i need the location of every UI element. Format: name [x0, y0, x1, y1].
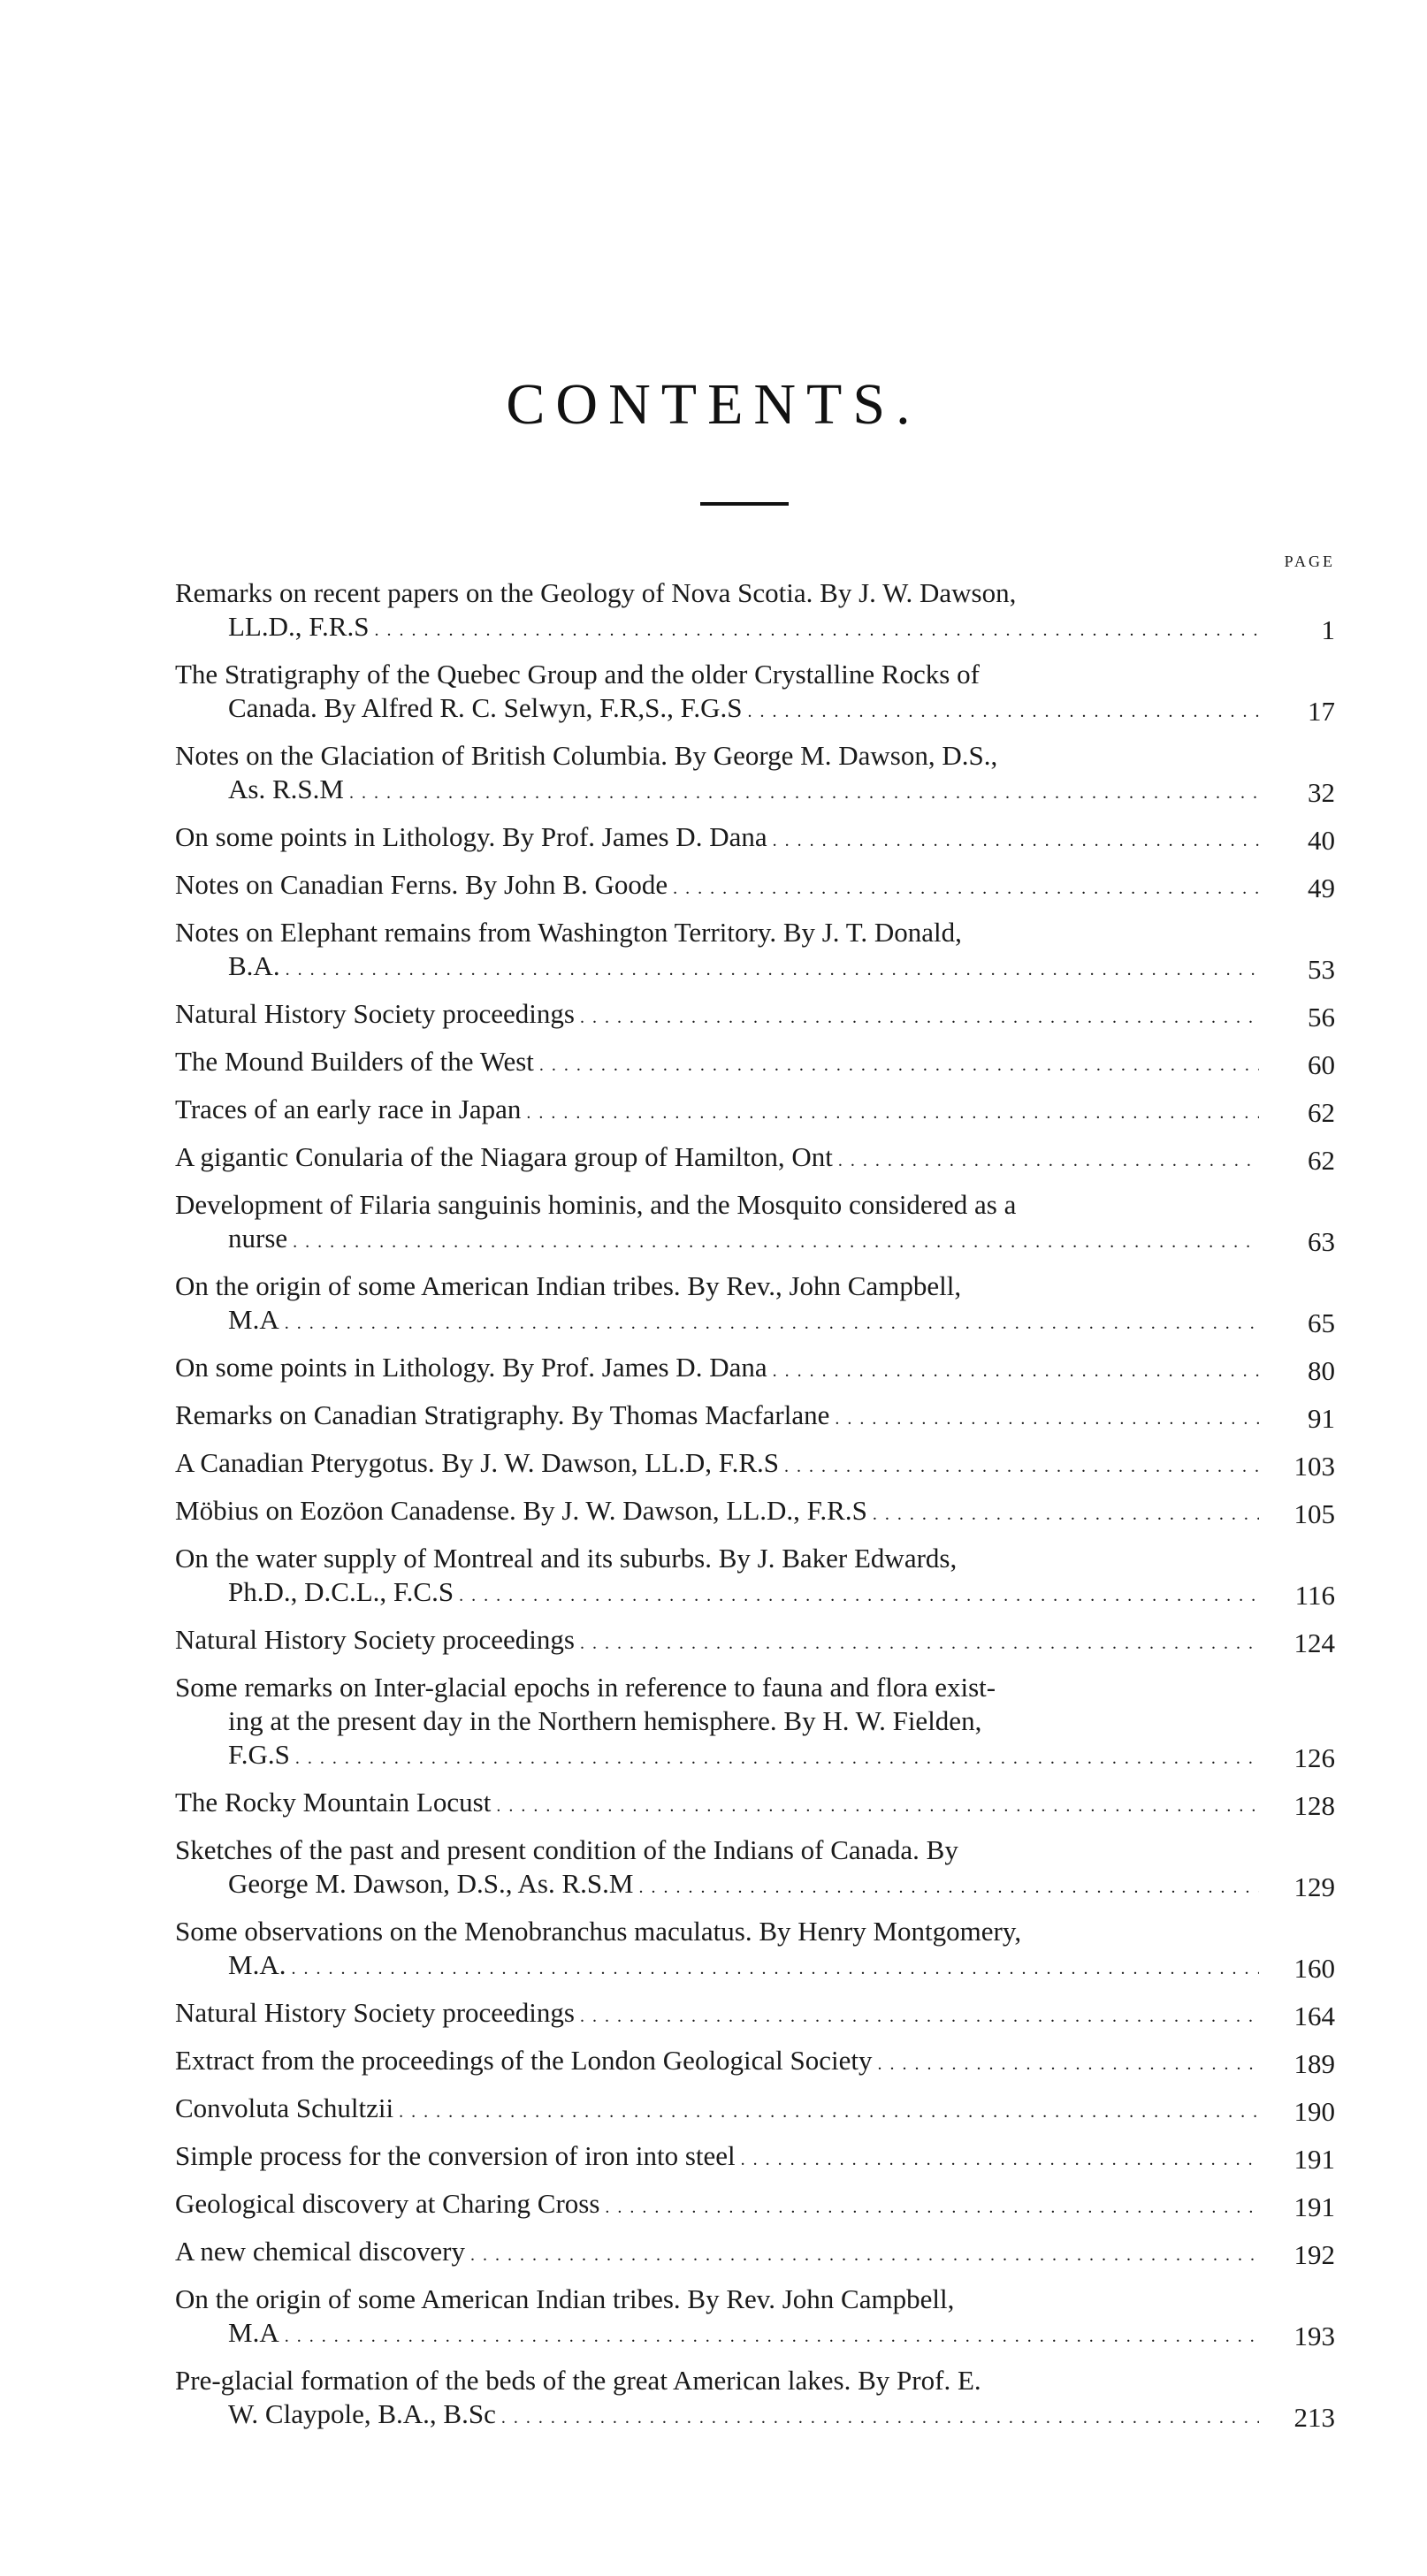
toc-page-number: 192 — [1293, 2239, 1335, 2270]
toc-entry — [175, 1996, 1335, 2033]
toc-entry-line — [175, 949, 1264, 987]
contents-list — [175, 576, 1335, 2445]
toc-entry-line — [175, 1399, 1264, 1436]
dot-leader — [748, 691, 1260, 728]
toc-entry-line — [175, 2235, 1264, 2272]
toc-entry-text: Remarks on Canadian Stratigraphy. By Thomas Macfarlane — [175, 1399, 830, 1430]
toc-page-number: 164 — [1293, 2001, 1335, 2031]
toc-entry — [175, 1188, 1335, 1259]
dot-leader — [285, 2316, 1259, 2353]
toc-entry — [175, 2364, 1335, 2435]
toc-entry-line — [175, 691, 1264, 728]
toc-page-number: 63 — [1308, 1226, 1335, 1257]
toc-page-number: 62 — [1308, 1145, 1335, 1176]
toc-entry — [175, 2283, 1335, 2353]
toc-page-number: 1 — [1321, 614, 1335, 645]
toc-entry-text: The Mound Builders of the West — [175, 1046, 534, 1077]
page-column-header: PAGE — [1284, 553, 1335, 570]
toc-entry-text: A new chemical discovery — [175, 2236, 465, 2267]
dot-leader — [374, 610, 1259, 647]
toc-page-number: 213 — [1293, 2402, 1335, 2433]
toc-page-number: 190 — [1293, 2096, 1335, 2127]
dot-leader — [580, 1996, 1259, 2033]
dot-leader — [873, 1494, 1259, 1531]
toc-entry-text: Canada. By Alfred R. C. Selwyn, F.R,S., F.G.S — [228, 692, 743, 723]
toc-page-number: 62 — [1308, 1097, 1335, 1128]
toc-entry-line — [175, 1623, 1264, 1660]
toc-entry-text: W. Claypole, B.A., B.Sc — [228, 2398, 496, 2429]
dot-leader — [580, 997, 1259, 1034]
toc-page-number: 105 — [1293, 1498, 1335, 1529]
toc-entry-line: Notes on Elephant remains from Washington Territory. By J. T. Donald, — [175, 917, 962, 948]
toc-entry — [175, 1446, 1335, 1483]
toc-entry-text: Ph.D., D.C.L., F.C.S — [228, 1576, 454, 1607]
toc-page-number: 17 — [1308, 696, 1335, 727]
toc-entry-text: LL.D., F.R.S — [228, 611, 370, 642]
toc-entry-text: On some points in Lithology. By Prof. James D. Dana — [175, 1352, 767, 1383]
toc-page-number: 103 — [1293, 1451, 1335, 1482]
toc-entry — [175, 2044, 1335, 2081]
dot-leader — [496, 1786, 1259, 1823]
toc-entry-line: Sketches of the past and present condition of the Indians of Canada. By — [175, 1834, 958, 1865]
toc-entry-text: A gigantic Conularia of the Niagara group of Hamilton, Ont — [175, 1141, 833, 1172]
toc-page-number: 129 — [1293, 1871, 1335, 1902]
dot-leader — [399, 2092, 1259, 2129]
dot-leader — [638, 1867, 1259, 1904]
dot-leader — [349, 773, 1259, 810]
dot-leader — [741, 2139, 1259, 2176]
toc-entry-line — [175, 820, 1264, 857]
toc-entry-text: Convoluta Schultzii — [175, 2092, 394, 2123]
toc-entry — [175, 2187, 1335, 2224]
toc-entry-text: Natural History Society proceedings — [175, 1624, 575, 1655]
toc-entry-text: A Canadian Pterygotus. By J. W. Dawson, LL.D, F.R.S — [175, 1447, 779, 1478]
toc-page-number: 60 — [1308, 1049, 1335, 1080]
dot-leader — [459, 1575, 1259, 1612]
toc-page-number: 49 — [1308, 873, 1335, 903]
dot-leader — [295, 1738, 1259, 1775]
toc-page-number: 128 — [1293, 1790, 1335, 1821]
toc-page-number: 193 — [1293, 2321, 1335, 2351]
dot-leader — [470, 2235, 1259, 2272]
toc-entry — [175, 1623, 1335, 1660]
toc-entry-text: George M. Dawson, D.S., As. R.S.M — [228, 1868, 634, 1899]
dot-leader — [539, 1045, 1259, 1082]
toc-entry-line — [175, 1738, 1264, 1775]
toc-entry — [175, 1494, 1335, 1531]
toc-entry — [175, 1399, 1335, 1436]
toc-page-number: 160 — [1293, 1953, 1335, 1984]
toc-entry-line — [175, 2044, 1264, 2081]
toc-entry-line: Remarks on recent papers on the Geology of Nova Scotia. By J. W. Dawson, — [175, 577, 1017, 608]
toc-entry-line — [175, 1303, 1264, 1340]
toc-entry-text: M.A — [228, 2317, 279, 2348]
dot-leader — [286, 949, 1259, 987]
toc-entry — [175, 1542, 1335, 1612]
toc-entry-line — [175, 2092, 1264, 2129]
toc-entry-line — [175, 1575, 1264, 1612]
toc-entry-line — [175, 868, 1264, 905]
toc-entry-text: As. R.S.M — [228, 774, 344, 804]
toc-entry — [175, 997, 1335, 1034]
toc-page-number: 56 — [1308, 1002, 1335, 1033]
toc-entry-text: F.G.S — [228, 1739, 290, 1770]
toc-page-number: 80 — [1308, 1355, 1335, 1386]
toc-entry-line — [175, 2187, 1264, 2224]
toc-entry-text: M.A. — [228, 1949, 286, 1980]
toc-entry-text: The Rocky Mountain Locust — [175, 1787, 492, 1818]
toc-entry-text: Traces of an early race in Japan — [175, 1094, 522, 1124]
toc-entry — [175, 1045, 1335, 1082]
toc-entry-line — [175, 1948, 1264, 1985]
toc-entry — [175, 1140, 1335, 1177]
dot-leader — [580, 1623, 1259, 1660]
dot-leader — [673, 868, 1259, 905]
toc-entry-line — [175, 2139, 1264, 2176]
toc-entry-text: Notes on Canadian Ferns. By John B. Goode — [175, 869, 668, 900]
toc-entry-text: nurse — [228, 1223, 288, 1254]
toc-entry-text: Möbius on Eozöon Canadense. By J. W. Dawson, LL.D., F.R.S — [175, 1495, 867, 1526]
toc-entry-line — [175, 1093, 1264, 1130]
toc-entry-text: Natural History Society proceedings — [175, 998, 575, 1029]
toc-entry — [175, 2139, 1335, 2176]
toc-page-number: 191 — [1293, 2144, 1335, 2175]
toc-page-number: 124 — [1293, 1627, 1335, 1658]
toc-entry-line — [175, 1140, 1264, 1177]
toc-entry — [175, 1786, 1335, 1823]
toc-entry-line: On the origin of some American Indian tribes. By Rev. John Campbell, — [175, 2283, 955, 2314]
toc-entry-line: ing at the present day in the Northern hemisphere. By H. W. Fielden, — [228, 1705, 982, 1736]
toc-entry-text: Extract from the proceedings of the London Geological Society — [175, 2045, 873, 2076]
toc-entry-line — [175, 2397, 1264, 2435]
toc-entry-line — [175, 1222, 1264, 1259]
toc-page-number: 32 — [1308, 777, 1335, 808]
toc-entry — [175, 739, 1335, 810]
toc-entry — [175, 658, 1335, 728]
toc-entry — [175, 1833, 1335, 1904]
toc-page-number: 116 — [1294, 1580, 1335, 1611]
toc-entry-text: Geological discovery at Charing Cross — [175, 2188, 600, 2219]
toc-entry — [175, 576, 1335, 647]
dot-leader — [526, 1093, 1259, 1130]
toc-entry-line — [175, 2316, 1264, 2353]
toc-page-number: 53 — [1308, 954, 1335, 985]
toc-entry-text: B.A. — [228, 950, 280, 981]
dot-leader — [605, 2187, 1259, 2224]
toc-entry-text: Simple process for the conversion of iron into steel — [175, 2140, 736, 2171]
toc-entry-line — [175, 1867, 1264, 1904]
toc-entry — [175, 1915, 1335, 1985]
dot-leader — [838, 1140, 1259, 1177]
toc-entry-line — [175, 1351, 1264, 1388]
toc-entry-text: M.A — [228, 1304, 279, 1335]
toc-entry-text: On some points in Lithology. By Prof. James D. Dana — [175, 821, 767, 852]
toc-page-number: 91 — [1308, 1403, 1335, 1434]
dot-leader — [293, 1222, 1259, 1259]
toc-entry-line: Pre-glacial formation of the beds of the great American lakes. By Prof. E. — [175, 2365, 981, 2396]
toc-entry-line — [175, 773, 1264, 810]
toc-entry — [175, 868, 1335, 905]
toc-entry — [175, 1351, 1335, 1388]
toc-page-number: 65 — [1308, 1307, 1335, 1338]
toc-page-number: 191 — [1293, 2191, 1335, 2222]
dot-leader — [773, 820, 1259, 857]
toc-entry-line — [175, 1996, 1264, 2033]
toc-entry-line — [175, 997, 1264, 1034]
toc-page-number: 189 — [1293, 2048, 1335, 2079]
dot-leader — [501, 2397, 1259, 2435]
dot-leader — [878, 2044, 1259, 2081]
toc-entry-line — [175, 1045, 1264, 1082]
title-divider — [700, 502, 789, 506]
dot-leader — [773, 1351, 1259, 1388]
toc-entry-line: On the water supply of Montreal and its suburbs. By J. Baker Edwards, — [175, 1543, 958, 1574]
toc-entry-line — [175, 1494, 1264, 1531]
toc-page-number: 40 — [1308, 825, 1335, 856]
toc-entry — [175, 820, 1335, 857]
toc-entry-line — [175, 1446, 1264, 1483]
toc-entry — [175, 2235, 1335, 2272]
toc-entry-text: Natural History Society proceedings — [175, 1997, 575, 2028]
toc-entry-line: Development of Filaria sanguinis hominis, and the Mosquito considered as a — [175, 1189, 1017, 1220]
toc-entry-line — [175, 1786, 1264, 1823]
toc-entry — [175, 1269, 1335, 1340]
dot-leader — [291, 1948, 1259, 1985]
page-title: CONTENTS. — [506, 372, 921, 437]
toc-entry-line: On the origin of some American Indian tribes. By Rev., John Campbell, — [175, 1270, 962, 1301]
dot-leader — [835, 1399, 1259, 1436]
toc-entry-line: Notes on the Glaciation of British Columbia. By George M. Dawson, D.S., — [175, 740, 998, 771]
toc-entry-line: The Stratigraphy of the Quebec Group and the older Crystalline Rocks of — [175, 659, 980, 690]
toc-page-number: 126 — [1293, 1742, 1335, 1773]
toc-entry — [175, 1093, 1335, 1130]
toc-entry — [175, 916, 1335, 987]
toc-entry-line: Some remarks on Inter-glacial epochs in reference to fauna and flora exist- — [175, 1672, 996, 1703]
toc-entry — [175, 2092, 1335, 2129]
dot-leader — [285, 1303, 1259, 1340]
toc-entry — [175, 1671, 1335, 1775]
toc-entry-line — [175, 610, 1264, 647]
toc-entry-line: Some observations on the Menobranchus maculatus. By Henry Montgomery, — [175, 1916, 1022, 1947]
dot-leader — [784, 1446, 1259, 1483]
